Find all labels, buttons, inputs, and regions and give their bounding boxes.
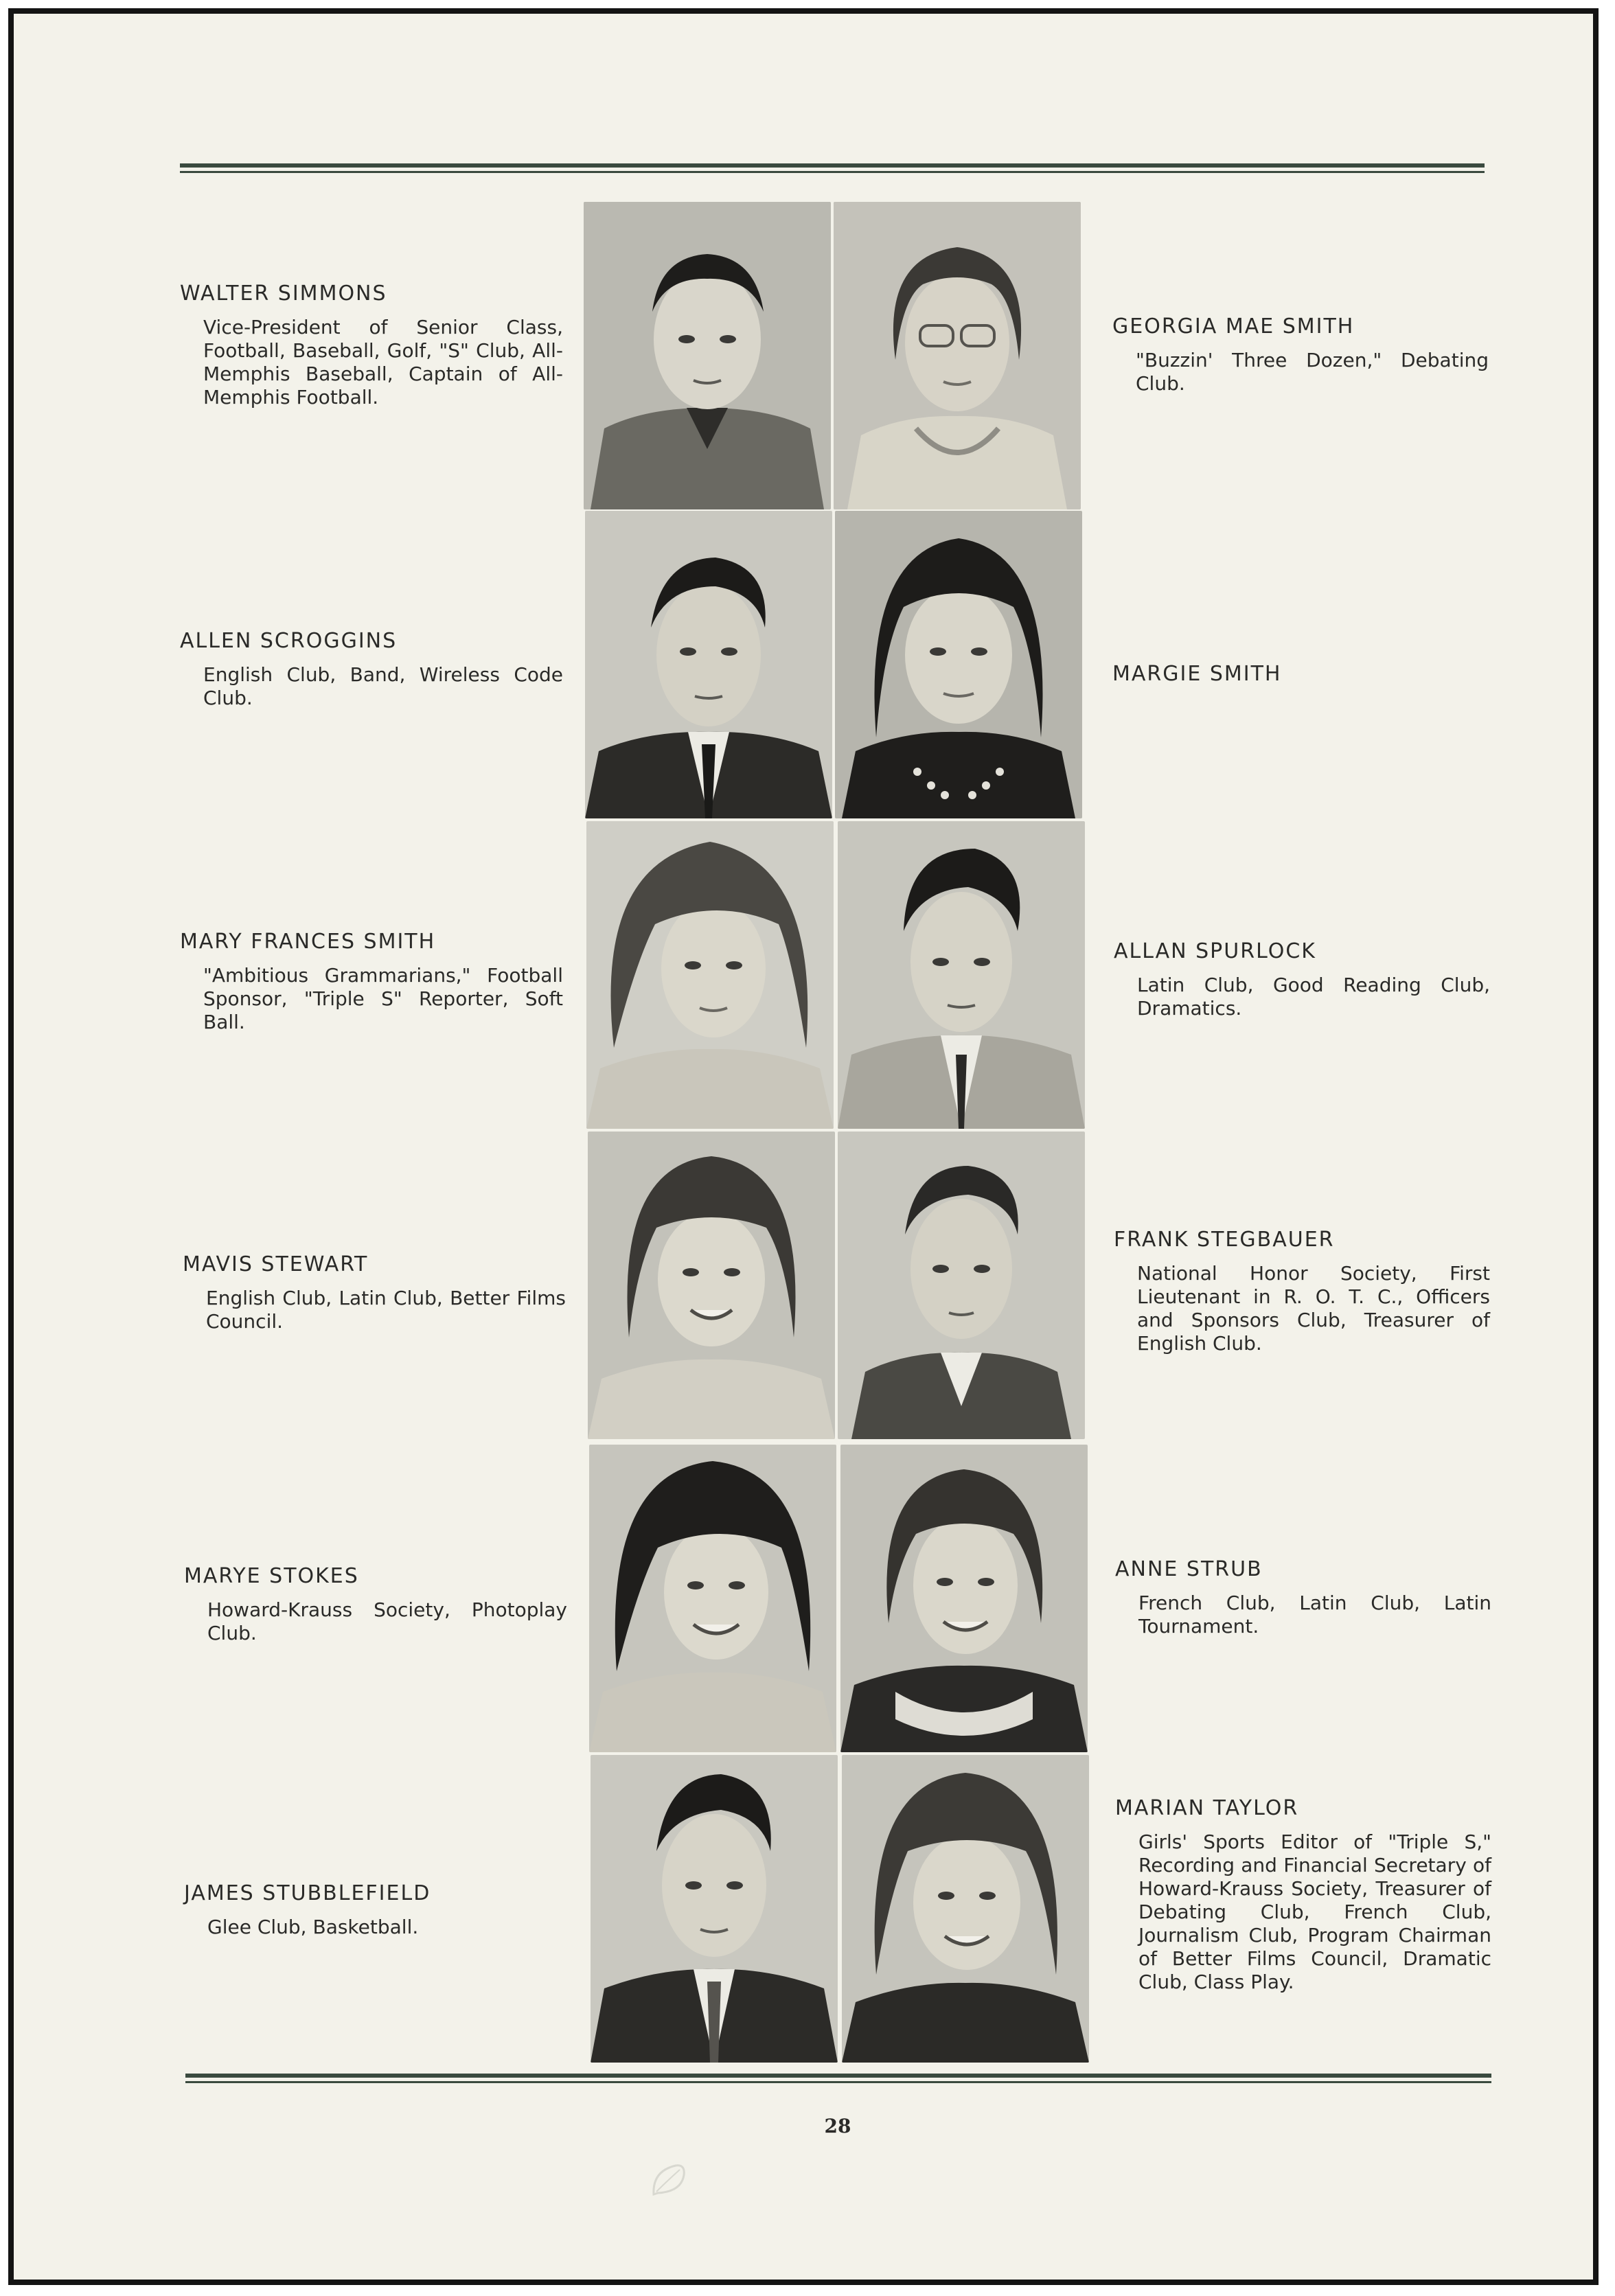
student-name: MARYE STOKES [184,1564,359,1588]
top-double-rule [180,163,1485,176]
entry-mary-frances-smith [180,930,564,1034]
student-activities: Latin Club, Good Reading Club, Dramatics. [1137,974,1490,1020]
page-number: 28 [824,2115,851,2137]
student-activities: Vice-President of Senior Class, Football, Baseball, Golf, "S" Club, All-Memphis Baseball, Captain of All-Memphis Football. [203,316,563,409]
entry-marye-stokes [184,1564,569,1645]
entry-georgia-mae-smith [1112,314,1497,395]
student-activities: French Club, Latin Club, Latin Tournament. [1138,1592,1491,1638]
portrait-frank-stegbauer [838,1132,1085,1439]
student-name: FRANK STEGBAUER [1114,1228,1335,1252]
portrait-walter-simmons [584,202,831,509]
entry-mavis-stewart [183,1252,567,1333]
student-name: MAVIS STEWART [183,1252,369,1276]
entry-allen-scroggins [180,629,564,710]
portrait-marye-stokes [589,1445,836,1752]
student-name: WALTER SIMMONS [180,282,387,306]
portrait-georgia-mae-smith [834,202,1081,509]
student-activities: National Honor Society, First Lieutenant in R. O. T. C., Officers and Sponsors Club, Treasurer of English Club. [1137,1262,1490,1355]
entry-james-stubblefield [184,1881,569,1939]
entry-walter-simmons [180,282,564,409]
portrait-allan-spurlock [838,821,1085,1129]
student-name: MARIAN TAYLOR [1115,1796,1299,1820]
student-activities: English Club, Band, Wireless Code Club. [203,663,563,709]
portrait-mary-frances-smith [586,821,834,1129]
entry-margie-smith [1112,662,1497,696]
student-name: ANNE STRUB [1115,1557,1263,1581]
student-name: ALLEN SCROGGINS [180,629,398,653]
student-activities: Girls' Sports Editor of "Triple S," Recording and Financial Secretary of Howard-Krauss Society, Treasurer of Debating Club, French Club, Journalism Club, Program Chairman of Better Films Council, Dramatic Club, Class Play. [1138,1830,1491,1993]
student-name: MARY FRANCES SMITH [180,930,436,954]
student-name: MARGIE SMITH [1112,662,1282,686]
entry-frank-stegbauer [1114,1228,1498,1355]
portrait-anne-strub [840,1445,1088,1752]
portrait-mavis-stewart [588,1132,835,1439]
student-activities: Glee Club, Basketball. [207,1916,419,1938]
entry-marian-taylor [1115,1796,1500,1994]
portrait-marian-taylor [842,1755,1089,2063]
student-activities: "Ambitious Grammarians," Football Sponsor, "Triple S" Reporter, Soft Ball. [203,964,563,1033]
entry-anne-strub [1115,1557,1500,1638]
student-name: GEORGIA MAE SMITH [1112,314,1355,338]
student-activities: Howard-Krauss Society, Photoplay Club. [207,1598,567,1644]
entry-allan-spurlock [1114,939,1498,1020]
student-name: ALLAN SPURLOCK [1114,939,1316,963]
portrait-margie-smith [835,511,1082,818]
bottom-double-rule [185,2074,1491,2086]
student-activities: "Buzzin' Three Dozen," Debating Club. [1136,349,1489,395]
student-name: JAMES STUBBLEFIELD [184,1881,431,1905]
student-activities: English Club, Latin Club, Better Films Council. [206,1287,566,1333]
portrait-james-stubblefield [591,1755,838,2063]
portrait-allen-scroggins [585,511,832,818]
leaf-watermark-icon [648,2161,689,2200]
